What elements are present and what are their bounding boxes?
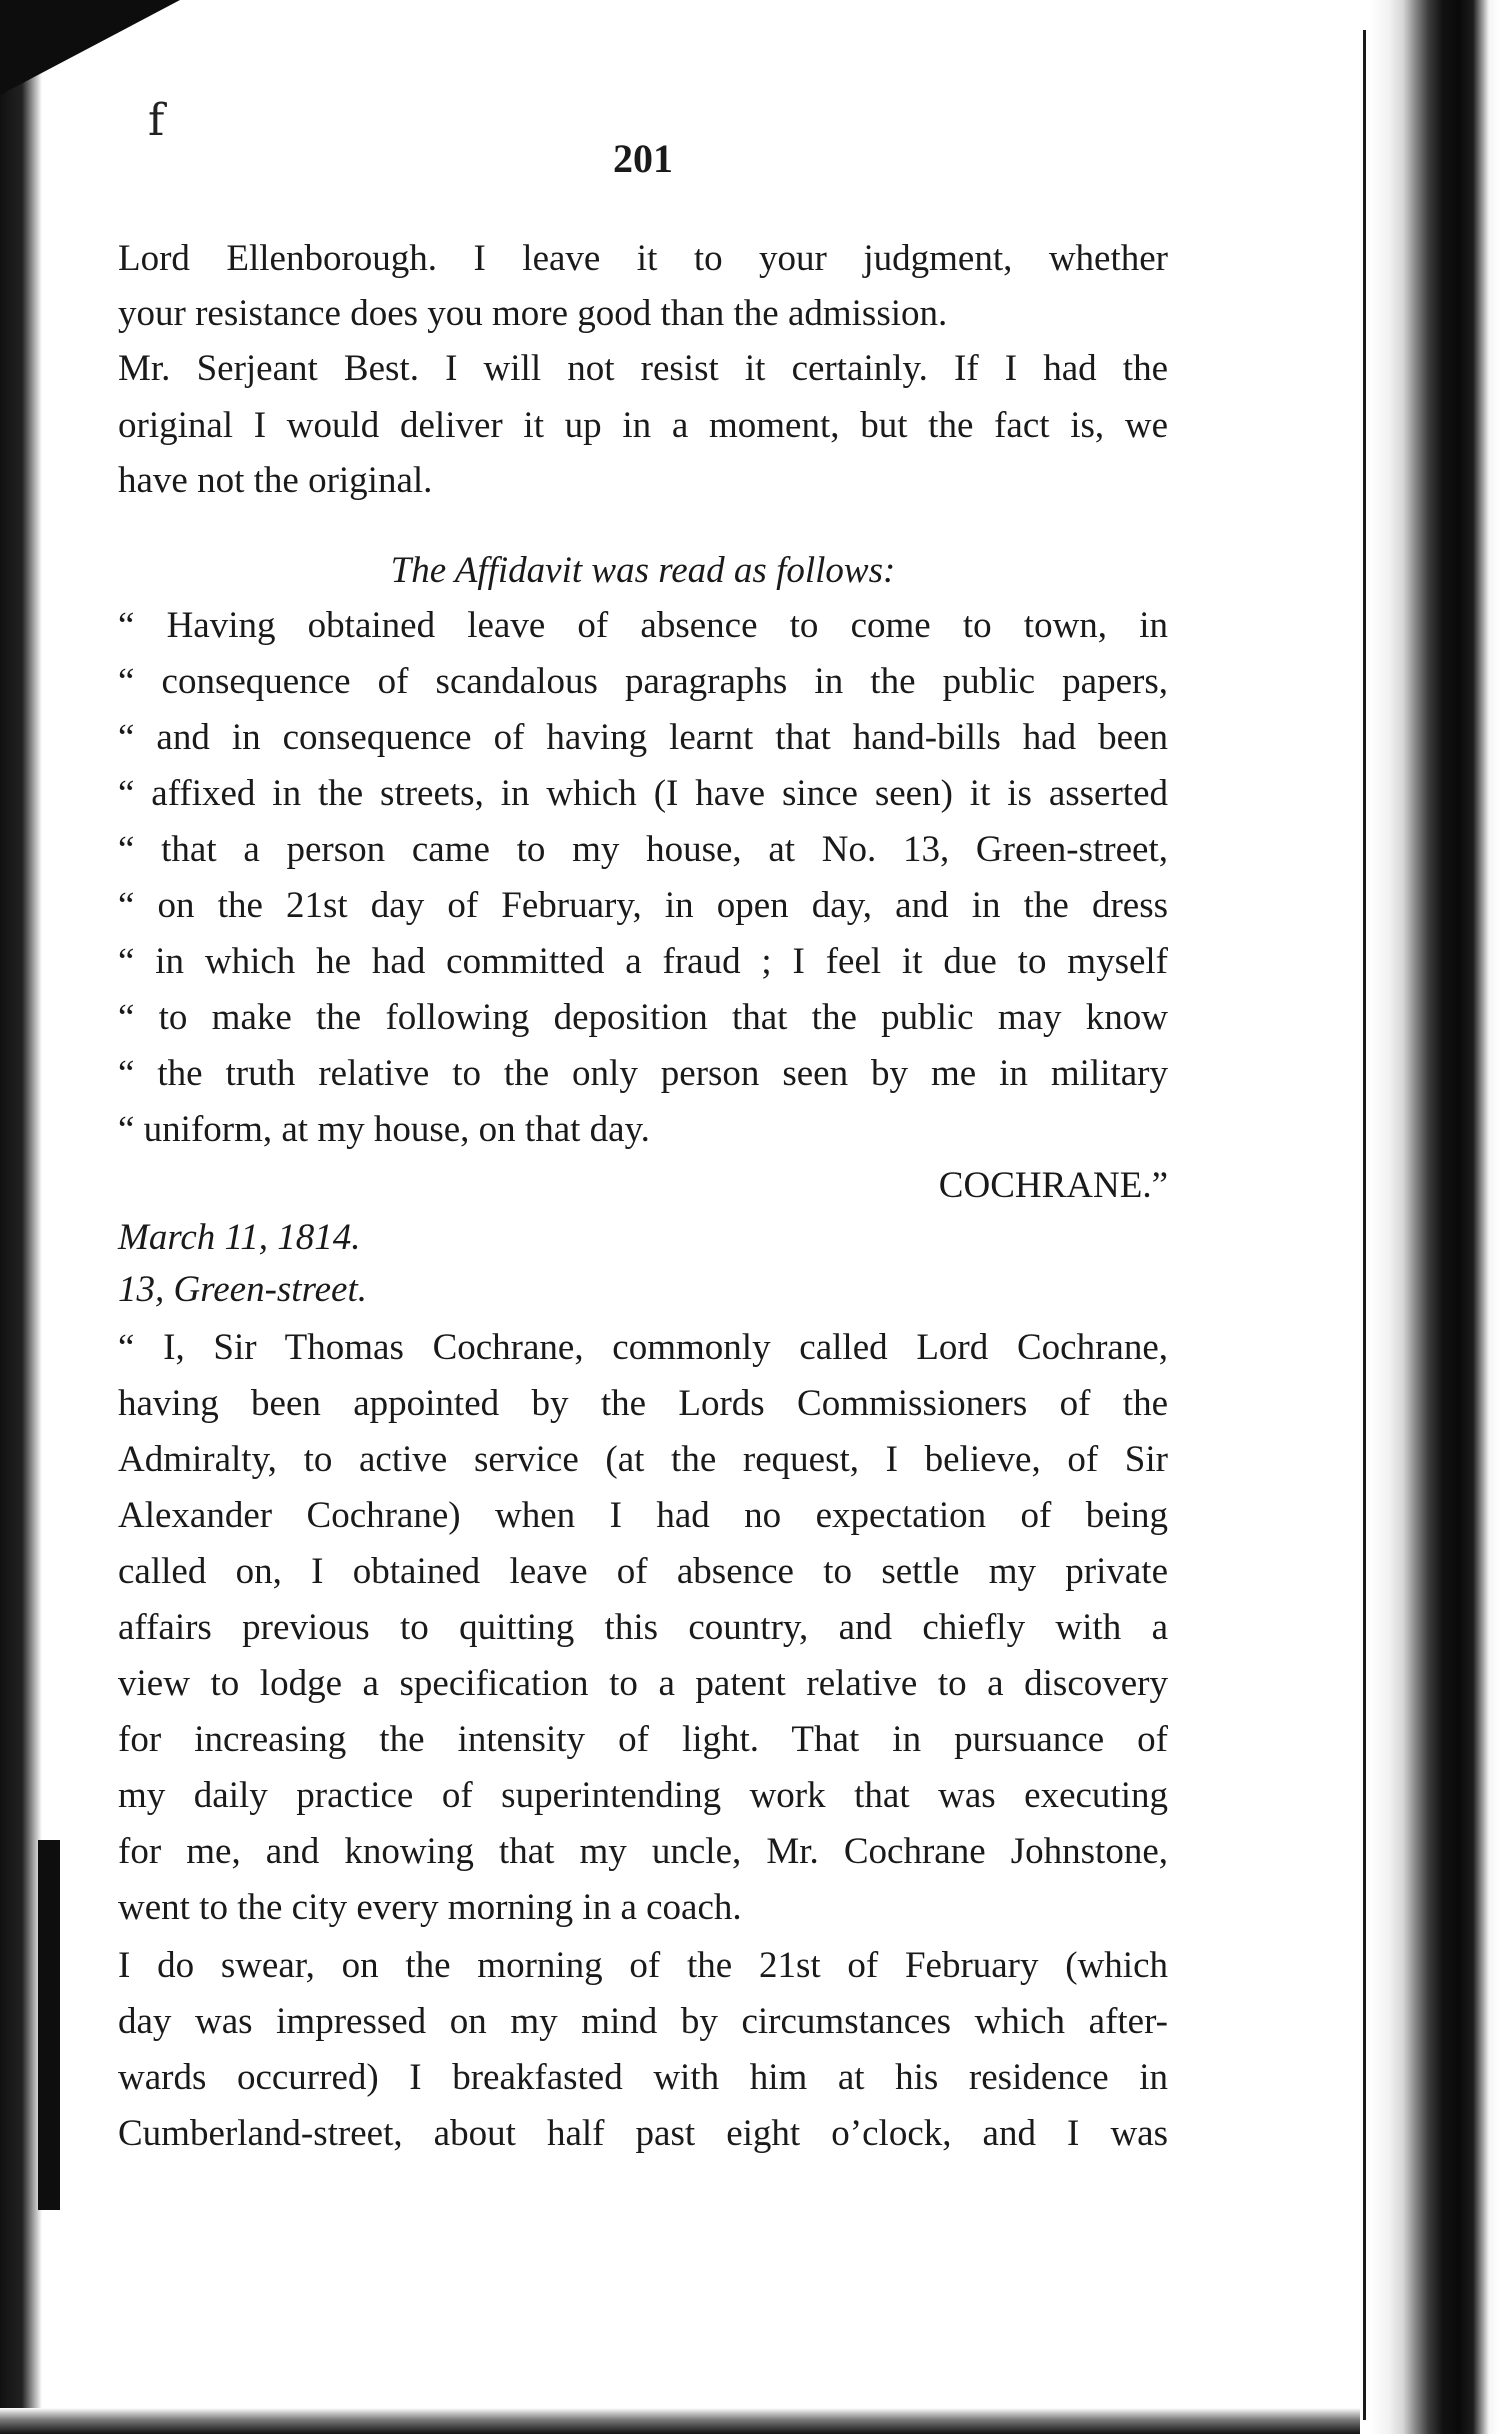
text-line: “ uniform, at my house, on that day. [118,1109,650,1150]
text-line: for me, and knowing that my uncle, Mr. Cochrane Johnstone, [118,1831,1168,1872]
text-line: day was impressed on my mind by circumstances which after- [118,2001,1168,2042]
text-line: Cumberland-street, about half past eight o’clock, and I was [118,2113,1168,2154]
signature: COCHRANE.” [938,1165,1168,1206]
text-line: have not the original. [118,460,433,501]
page-left-edge [0,0,42,2434]
text-line: “ the truth relative to the only person seen by me in military [118,1053,1168,1094]
section-heading: The Affidavit was read as follows: [390,550,896,591]
margin-mark: f [148,95,165,146]
text-line: Alexander Cochrane) when I had no expectation of being [118,1495,1168,1536]
text-line: “ Having obtained leave of absence to come to town, in [118,605,1168,646]
book-gutter [1369,0,1499,2434]
binding-mark [38,1840,60,2210]
text-line: “ on the 21st day of February, in open day, and in the dress [118,885,1168,926]
text-line: Mr. Serjeant Best. I will not resist it certainly. If I had the [118,348,1168,389]
text-line: called on, I obtained leave of absence to settle my private [118,1551,1168,1592]
text-line: “ consequence of scandalous paragraphs in the public papers, [118,661,1168,702]
text-line: original I would deliver it up in a moment, but the fact is, we [118,405,1168,446]
text-line: “ and in consequence of having learnt that hand-bills had been [118,717,1168,758]
text-line: “ in which he had committed a fraud ; I feel it due to myself [118,941,1168,982]
text-line: Lord Ellenborough. I leave it to your judgment, whether [118,238,1168,279]
text-line: “ I, Sir Thomas Cochrane, commonly called Lord Cochrane, [118,1327,1168,1368]
text-line: affairs previous to quitting this country, and chiefly with a [118,1607,1168,1648]
text-line: “ that a person came to my house, at No. 13, Green-street, [118,829,1168,870]
gutter-rule [1363,30,1366,2420]
affidavit-address: 13, Green-street. [118,1269,367,1310]
page-bottom-shadow [0,2408,1360,2434]
page-number: 201 [613,136,673,181]
affidavit-date: March 11, 1814. [118,1217,361,1258]
text-line: wards occurred) I breakfasted with him at his residence in [118,2057,1168,2098]
text-line: Admiralty, to active service (at the request, I believe, of Sir [118,1439,1168,1480]
page-corner-shadow [0,0,180,95]
text-line: for increasing the intensity of light. That in pursuance of [118,1719,1168,1760]
text-line: I do swear, on the morning of the 21st of February (which [118,1945,1168,1986]
text-line: view to lodge a specification to a patent relative to a discovery [118,1663,1168,1704]
text-line: having been appointed by the Lords Commissioners of the [118,1383,1168,1424]
text-line: my daily practice of superintending work that was executing [118,1775,1168,1816]
text-line: “ to make the following deposition that the public may know [118,997,1168,1038]
text-line: your resistance does you more good than the admission. [118,293,948,334]
text-line: “ affixed in the streets, in which (I have since seen) it is asserted [118,773,1168,814]
text-line: went to the city every morning in a coach. [118,1887,742,1928]
